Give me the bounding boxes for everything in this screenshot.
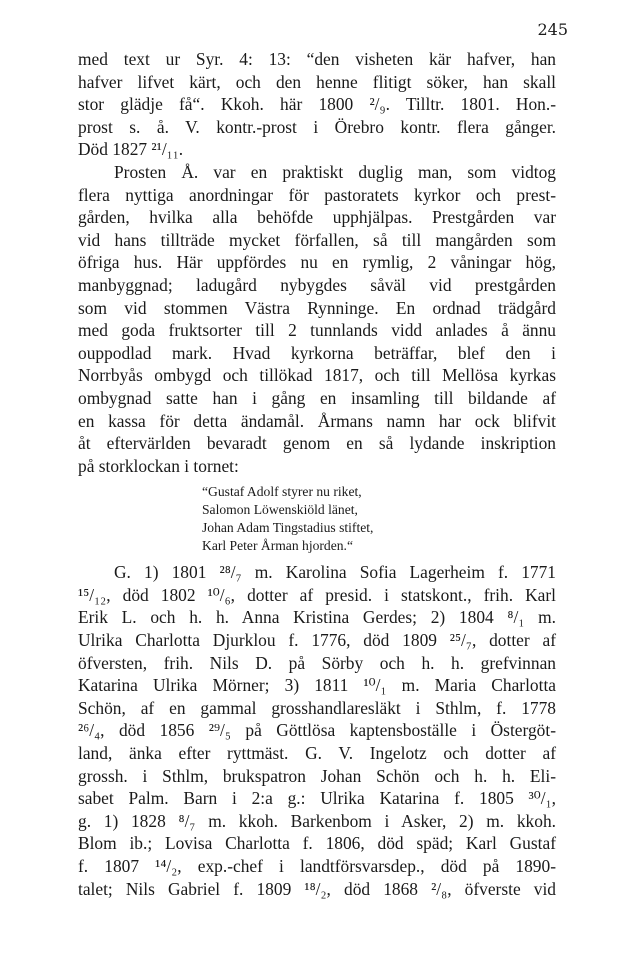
- text-line: flera nyttiga anordningar för pastoratets kyrkor och prest-: [78, 184, 556, 205]
- text-body: [78, 48, 556, 900]
- text-line: ²⁶/₄, död 1856 ²⁹/₅ på Göttlösa kaptensboställe i Östergöt-: [78, 720, 556, 741]
- text-line: ¹⁵/₁₂, död 1802 ¹⁰/₆, dotter af presid. i statskont., frih. Karl: [78, 584, 556, 605]
- text-line: manbyggnad; ladugård nybygdes såväl vid prestgården: [78, 274, 556, 295]
- text-line: ouppodlad mark. Hvad kyrkorna beträffar, blef den i: [78, 342, 556, 363]
- text-line: grossh. i Sthlm, brukspatron Johan Schön och h. h. Eli-: [78, 765, 556, 786]
- text-line: öfriga hus. Här uppfördes nu en rymlig, 2 våningar hög,: [78, 252, 556, 273]
- text-line: Norrbyås ombygd och tillökad 1817, och till Mellösa kyrkas: [78, 365, 556, 386]
- text-line: som vid stommen Västra Rynninge. En ordnad trädgård: [78, 297, 556, 318]
- text-line: Katarina Ulrika Mörner; 3) 1811 ¹⁰/₁ m. Maria Charlotta: [78, 675, 556, 696]
- text-line: Erik L. och h. h. Anna Kristina Gerdes; 2) 1804 ⁸/₁ m.: [78, 607, 556, 628]
- text-line: med text ur Syr. 4: 13: “den visheten kär hafver, han: [78, 49, 556, 69]
- text-line: på storklockan i tornet:: [78, 455, 239, 476]
- text-line: land, änka efter ryttmäst. G. V. Ingelotz och dotter af: [78, 743, 556, 764]
- page-number: 245: [537, 20, 568, 39]
- bell-inscription: [78, 483, 556, 555]
- inscription-line: “Gustaf Adolf styrer nu riket,: [202, 484, 362, 500]
- text-line: Ulrika Charlotta Djurklou f. 1776, död 1809 ²⁵/₇, dotter af: [78, 630, 556, 651]
- text-line: prost s. å. V. kontr.-prost i Örebro kontr. flera gånger.: [78, 116, 556, 137]
- text-line: Blom ib.; Lovisa Charlotta f. 1806, död späd; Karl Gustaf: [78, 833, 556, 854]
- text-line: Prosten Å. var en praktiskt duglig man, som vidtog: [114, 161, 556, 182]
- text-line: med goda fruktsorter till 2 tunnlands vidd anlades å ännu: [78, 320, 556, 341]
- inscription-line: Salomon Löwenskiöld länet,: [202, 502, 358, 518]
- text-line: f. 1807 ¹⁴/₂, exp.-chef i landtförsvarsdep., död på 1890-: [78, 856, 556, 876]
- text-line: vid hans tillträde mycket förfallen, så till mangården som: [78, 229, 556, 250]
- text-line: g. 1) 1828 ⁸/₇ m. kkoh. Barkenbom i Asker, 2) m. kkoh.: [78, 810, 556, 831]
- inscription-line: Johan Adam Tingstadius stiftet,: [202, 520, 374, 536]
- paragraph-1: [78, 48, 556, 161]
- text-line: stor glädje få“. Kkoh. här 1800 ²/₉. Tilltr. 1801. Hon.-: [78, 94, 556, 115]
- text-line: gården, hvilka alla behöfde upphjälpas. Prestgården var: [78, 207, 556, 228]
- paragraph-2: [78, 161, 556, 477]
- text-line: Schön, af en gammal grosshandlaresläkt i Sthlm, f. 1778: [78, 697, 556, 718]
- text-line: åt eftervärlden bevaradt genom en så lydande inskription: [78, 433, 556, 454]
- text-line: G. 1) 1801 ²⁸/₇ m. Karolina Sofia Lagerheim f. 1771: [114, 562, 556, 583]
- text-line: öfversten, frih. Nils D. på Sörby och h. h. grefvinnan: [78, 652, 556, 673]
- text-line: ombygnad satte han i gång en insamling till bildande af: [78, 387, 556, 408]
- inscription-line: Karl Peter Årman hjorden.“: [202, 538, 353, 554]
- paragraph-3: [78, 561, 556, 900]
- text-line: hafver lifvet kärt, och den henne flitigt söker, han skall: [78, 71, 556, 92]
- text-line: en kassa för detta ändamål. Årmans namn har ock blifvit: [78, 410, 556, 431]
- text-line: sabet Palm. Barn i 2:a g.: Ulrika Katarina f. 1805 ³⁰/₁,: [78, 788, 556, 809]
- text-line: Död 1827 ²¹/₁₁.: [78, 139, 184, 160]
- text-line: talet; Nils Gabriel f. 1809 ¹⁸/₂, död 1868 ²/₈, öfverste vid: [78, 878, 556, 899]
